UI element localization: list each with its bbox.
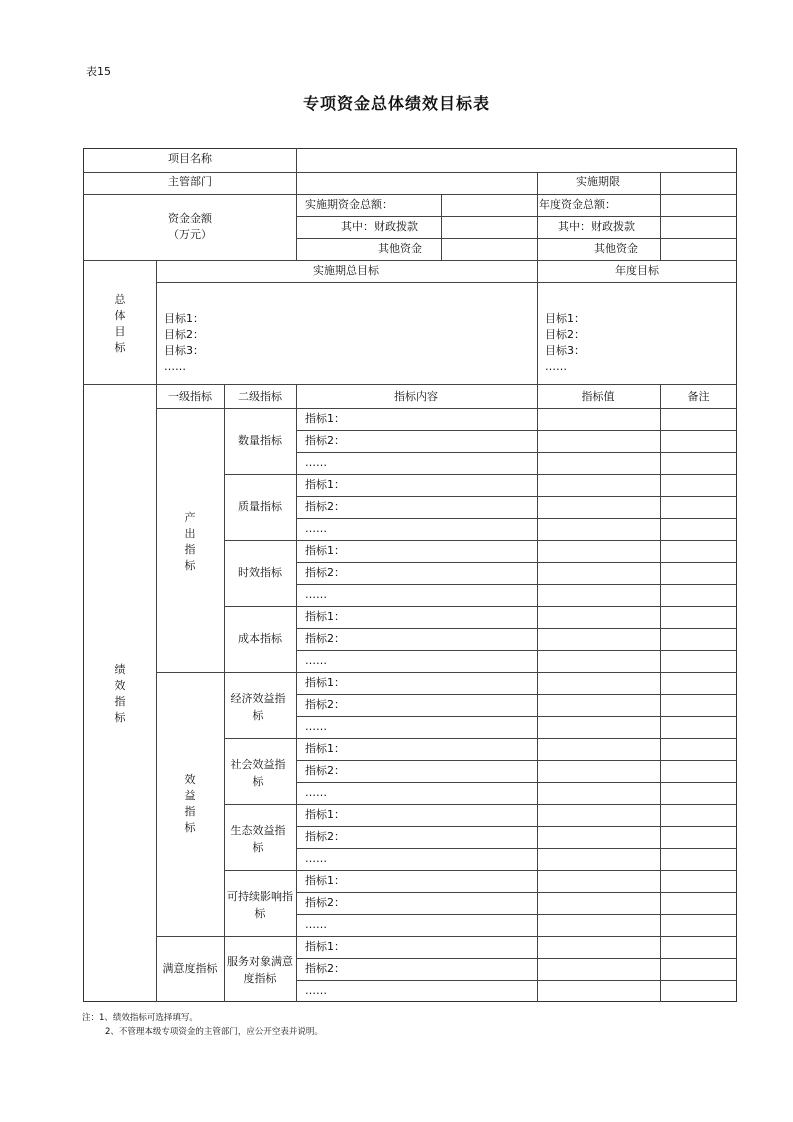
indicator-item: …… — [305, 720, 327, 733]
indicator-item: …… — [305, 852, 327, 865]
grid-line — [537, 260, 538, 384]
other-funds-label-right: 其他资金 — [594, 242, 638, 255]
grid-line — [224, 870, 737, 871]
grid-line — [83, 384, 737, 385]
grid-line — [296, 650, 737, 651]
fiscal-funds-label-right: 其中：财政拨款 — [558, 220, 635, 233]
grid-line — [660, 172, 661, 194]
value-header: 指标值 — [581, 390, 615, 403]
table-number: 表15 — [86, 65, 111, 78]
period-label: 实施期限 — [576, 175, 620, 188]
indicator-item: 指标2： — [305, 632, 345, 645]
indicator-item: 指标2： — [305, 962, 345, 975]
period-goal-header: 实施期总目标 — [313, 264, 379, 277]
indicator-item: 指标1： — [305, 676, 345, 689]
goal-item: 目标1： — [545, 312, 585, 325]
goal-item: 目标3： — [545, 344, 585, 357]
indicator-item: …… — [305, 588, 327, 601]
page-title: 专项资金总体绩效目标表 — [302, 94, 490, 113]
grid-line — [441, 194, 442, 260]
grid-line — [296, 216, 737, 217]
annual-funds-label: 年度资金总额： — [539, 198, 616, 211]
indicators-side-label: 绩效指标 — [114, 663, 126, 724]
goal-item: 目标2： — [545, 328, 585, 341]
grid-line — [296, 782, 737, 783]
social-indicator-label: 社会效益指标 — [230, 758, 286, 788]
indicator-item: …… — [305, 522, 327, 535]
grid-line — [296, 848, 737, 849]
indicator-item: 指标2： — [305, 830, 345, 843]
grid-line — [224, 738, 737, 739]
output-indicators-label: 产出指标 — [184, 511, 196, 572]
grid-line — [156, 408, 737, 409]
level1-header: 一级指标 — [168, 390, 212, 403]
indicator-item: …… — [305, 456, 327, 469]
funds-label: 资金金额 — [168, 212, 212, 225]
indicator-item: 指标2： — [305, 566, 345, 579]
total-period-funds-label: 实施期资金总额： — [305, 198, 393, 211]
service-satisfaction-indicator-label: 服务对象满意度指标 — [227, 955, 293, 985]
project-name-label: 项目名称 — [168, 152, 212, 165]
grid-line — [83, 260, 737, 261]
grid-line — [296, 562, 737, 563]
annual-goal-header: 年度目标 — [615, 264, 659, 277]
grid-line — [224, 540, 737, 541]
grid-line — [224, 384, 225, 1002]
grid-line — [296, 914, 737, 915]
grid-line — [296, 958, 737, 959]
grid-line — [296, 892, 737, 893]
note-2: 2、不管理本级专项资金的主管部门，应公开空表并说明。 — [105, 1027, 323, 1037]
sustainable-indicator-label: 可持续影响指标 — [227, 890, 293, 920]
indicator-item: 指标1： — [305, 874, 345, 887]
indicator-item: 指标1： — [305, 478, 345, 491]
indicator-item: 指标2： — [305, 500, 345, 513]
goal-item: 目标2： — [164, 328, 204, 341]
grid-line — [537, 384, 538, 1002]
indicator-item: 指标1： — [305, 808, 345, 821]
remark-header: 备注 — [687, 390, 710, 403]
grid-line — [156, 384, 157, 1002]
indicator-item: …… — [305, 786, 327, 799]
grid-line — [224, 606, 737, 607]
indicator-item: 指标1： — [305, 544, 345, 557]
grid-line — [296, 760, 737, 761]
grid-line — [660, 384, 661, 1002]
level2-header: 二级指标 — [238, 390, 282, 403]
grid-line — [156, 260, 157, 384]
ecological-indicator-label: 生态效益指标 — [230, 824, 286, 854]
grid-line — [224, 804, 737, 805]
grid-line — [296, 518, 737, 519]
other-funds-label-left: 其他资金 — [378, 242, 422, 255]
grid-line — [156, 282, 737, 283]
grid-line — [296, 980, 737, 981]
cost-indicator-label: 成本指标 — [238, 632, 282, 645]
indicator-item: 指标1： — [305, 412, 345, 425]
content-header: 指标内容 — [394, 390, 438, 403]
indicator-item: 指标2： — [305, 764, 345, 777]
goal-item: …… — [164, 360, 186, 373]
grid-line — [296, 452, 737, 453]
benefit-indicators-label: 效益指标 — [184, 773, 196, 834]
grid-line — [296, 384, 297, 1002]
period-goal-list — [164, 311, 204, 375]
indicator-item: …… — [305, 984, 327, 997]
indicator-item: 指标1： — [305, 742, 345, 755]
fiscal-funds-label-left: 其中：财政拨款 — [341, 220, 418, 233]
timeliness-indicator-label: 时效指标 — [238, 566, 282, 579]
grid-line — [296, 826, 737, 827]
quantity-indicator-label: 数量指标 — [238, 434, 282, 447]
indicator-item: …… — [305, 654, 327, 667]
grid-line — [296, 716, 737, 717]
grid-line — [660, 194, 661, 260]
goal-item: …… — [545, 360, 567, 373]
economic-indicator-label: 经济效益指标 — [230, 692, 286, 722]
grid-line — [83, 194, 737, 195]
indicator-item: 指标2： — [305, 434, 345, 447]
grid-line — [296, 148, 297, 260]
indicator-item: 指标2： — [305, 896, 345, 909]
goal-item: 目标3： — [164, 344, 204, 357]
grid-line — [296, 430, 737, 431]
grid-line — [156, 672, 737, 673]
goal-item: 目标1： — [164, 312, 204, 325]
note-1: 注：1、绩效指标可选择填写。 — [82, 1013, 198, 1023]
grid-line — [296, 238, 737, 239]
annual-goal-list — [545, 311, 585, 375]
grid-line — [296, 584, 737, 585]
funds-unit-label: （万元） — [168, 228, 212, 241]
indicator-item: 指标1： — [305, 940, 345, 953]
grid-line — [296, 694, 737, 695]
indicator-item: …… — [305, 918, 327, 931]
grid-line — [224, 474, 737, 475]
satisfaction-indicators-label: 满意度指标 — [162, 962, 218, 975]
department-label: 主管部门 — [168, 175, 212, 188]
grid-line — [537, 194, 538, 260]
indicator-item: 指标1： — [305, 610, 345, 623]
quality-indicator-label: 质量指标 — [238, 500, 282, 513]
grid-line — [296, 496, 737, 497]
grid-line — [296, 628, 737, 629]
overall-goals-side-label: 总体目标 — [114, 293, 126, 354]
grid-line — [83, 172, 737, 173]
indicator-item: 指标2： — [305, 698, 345, 711]
grid-line — [156, 936, 737, 937]
